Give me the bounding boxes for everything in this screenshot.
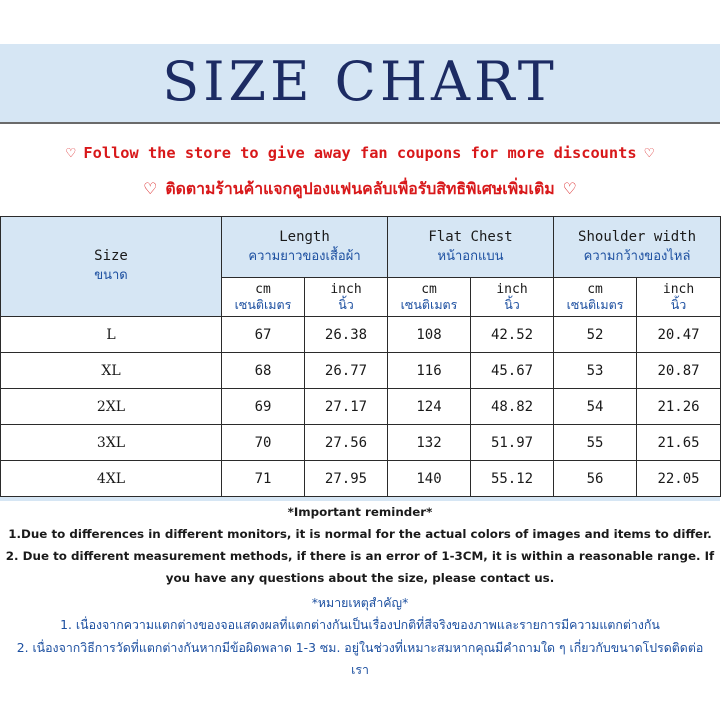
length-inch-cell: 26.38 — [305, 317, 388, 353]
length-cm-cell: 67 — [222, 317, 305, 353]
reminder-note-1-english: 1.Due to differences in different monitors, it is normal for the actual colors of images and items to differ. — [8, 527, 712, 541]
size-column-header: Size ขนาด — [1, 217, 222, 317]
shoulder-cm-cell: 55 — [554, 425, 637, 461]
promo-text-english: Follow the store to give away fan coupons for more discounts — [83, 144, 637, 162]
reminder-note-2-english-continued: you have any questions about the size, please contact us. — [165, 571, 555, 585]
shoulder-inch-cell: 20.47 — [637, 317, 721, 353]
heart-icon: ♡ — [66, 144, 76, 162]
heart-icon: ♡ — [644, 144, 654, 162]
reminder-note-2-thai-continued: เรา — [351, 663, 369, 677]
length-cm-cell: 70 — [222, 425, 305, 461]
chest-cm-cell: 124 — [388, 389, 471, 425]
unit-cm-header: cm เซนติเมตร — [554, 278, 637, 317]
table-row — [1, 389, 721, 425]
reminder-heading-english: *Important reminder* — [287, 505, 433, 519]
shoulder-inch-cell: 22.05 — [637, 461, 721, 497]
table-row — [1, 353, 721, 389]
length-inch-cell: 27.56 — [305, 425, 388, 461]
heart-icon: ♡ — [143, 179, 158, 198]
heart-icon: ♡ — [562, 179, 577, 198]
length-cm-cell: 68 — [222, 353, 305, 389]
length-inch-cell: 27.95 — [305, 461, 388, 497]
shoulder-inch-cell: 20.87 — [637, 353, 721, 389]
unit-inch-header: inch นิ้ว — [637, 278, 721, 317]
chest-inch-cell: 48.82 — [471, 389, 554, 425]
shoulder-cm-cell: 56 — [554, 461, 637, 497]
length-inch-cell: 27.17 — [305, 389, 388, 425]
reminder-heading-thai: *หมายเหตุสำคัญ* — [311, 596, 409, 610]
flat-chest-column-header: Flat Chest หน้าอกแบน — [388, 217, 554, 278]
chest-inch-cell: 45.67 — [471, 353, 554, 389]
unit-inch-header: inch นิ้ว — [471, 278, 554, 317]
size-cell: 3XL — [1, 425, 222, 461]
length-cm-cell: 69 — [222, 389, 305, 425]
promo-banner — [0, 122, 720, 218]
shoulder-inch-cell: 21.65 — [637, 425, 721, 461]
unit-cm-header: cm เซนติเมตร — [222, 278, 305, 317]
shoulder-cm-cell: 52 — [554, 317, 637, 353]
size-cell: 2XL — [1, 389, 222, 425]
chest-inch-cell: 42.52 — [471, 317, 554, 353]
size-table — [0, 216, 721, 497]
reminder-note-1-thai: 1. เนื่องจากความแตกต่างของจอแสดงผลที่แตกต่างกันเป็นเรื่องปกติที่สีจริงของภาพและรายการมีความแตกต่างกัน — [60, 618, 660, 632]
chart-title: SIZE CHART — [162, 50, 558, 113]
shoulder-cm-cell: 53 — [554, 353, 637, 389]
table-header-row — [1, 217, 721, 278]
chest-cm-cell: 132 — [388, 425, 471, 461]
chest-cm-cell: 116 — [388, 353, 471, 389]
chest-inch-cell: 55.12 — [471, 461, 554, 497]
reminder-note-2-thai: 2. เนื่องจากวิธีการวัดที่แตกต่างกันหากมีข้อผิดพลาด 1-3 ซม. อยู่ในช่วงที่เหมาะสมหากคุณมีคำถามใด ๆ เกี่ยวกับขนาดโปรดติดต่อ — [16, 641, 704, 655]
reminder-note-2-english: 2. Due to different measurement methods, if there is an error of 1-3CM, it is within a reasonable range. If — [5, 549, 715, 563]
shoulder-cm-cell: 54 — [554, 389, 637, 425]
size-cell: 4XL — [1, 461, 222, 497]
size-cell: XL — [1, 353, 222, 389]
chest-inch-cell: 51.97 — [471, 425, 554, 461]
shoulder-width-column-header: Shoulder width ความกว้างของไหล่ — [554, 217, 721, 278]
reminder-notes — [0, 501, 720, 681]
length-cm-cell: 71 — [222, 461, 305, 497]
size-cell: L — [1, 317, 222, 353]
length-column-header: Length ความยาวของเสื้อผ้า — [222, 217, 388, 278]
unit-inch-header: inch นิ้ว — [305, 278, 388, 317]
length-inch-cell: 26.77 — [305, 353, 388, 389]
chest-cm-cell: 108 — [388, 317, 471, 353]
table-row — [1, 317, 721, 353]
chest-cm-cell: 140 — [388, 461, 471, 497]
promo-line-thai — [0, 176, 720, 201]
promo-line-english — [0, 144, 720, 162]
unit-cm-header: cm เซนติเมตร — [388, 278, 471, 317]
size-chart-sheet — [0, 44, 720, 681]
promo-text-thai: ติดตามร้านค้าแจกคูปองแฟนคลับเพื่อรับสิทธิพิเศษเพิ่มเติม — [165, 179, 555, 198]
table-row — [1, 425, 721, 461]
shoulder-inch-cell: 21.26 — [637, 389, 721, 425]
table-row — [1, 461, 721, 497]
